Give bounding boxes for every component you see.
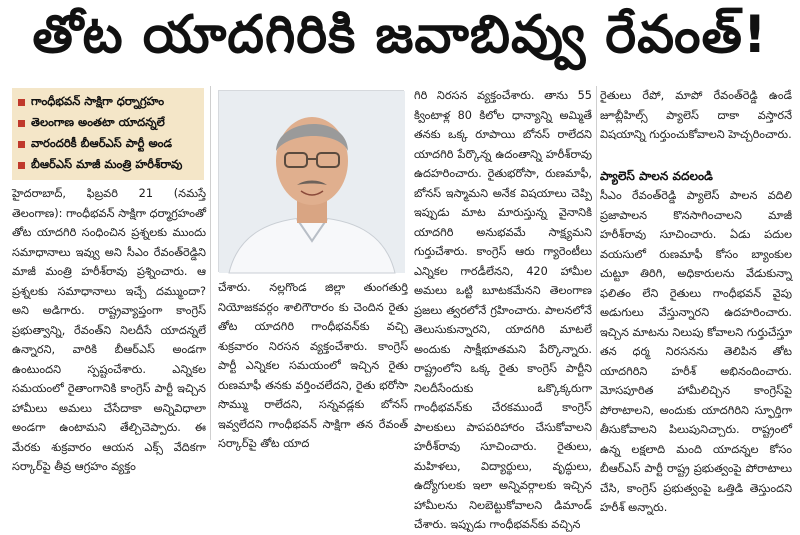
bullet-icon: [18, 162, 25, 169]
headline: తోట యాదగిరికి జవాబివ్వు రేవంత్!: [32, 4, 768, 65]
highlight-item: [18, 113, 198, 134]
article-column-4-continued: [600, 166, 792, 514]
highlight-text: గాంధీభవన్ సాక్షిగా ధర్నాగ్రహం: [31, 94, 165, 108]
article-text: గిరి నిరసన వ్యక్తంచేశారు. తాను 55 క్వింటాళ్ల 80 కిలోల ధాన్యాన్ని అమ్మితే తనకు ఒక్క రూపాయి బోనస్ రాలేదని యాదగిరి పేర్కొన్న ఉదంతాన్ని హరీశ్‌రావు ఉదహరించారు. రైతుభరోసా, రుణమాఫీ, బోనస్ ఇస్మామని అనేక విషయాలు చెప్పి ఇప్పుడు మాట మారుస్తున్న వైనానికి యాదగిరి అనుభవమే సాక్ష్యమని గుర్తుచేశారు. కాంగ్రెస్ ఆరు గ్యారెంటీలు ఎన్నికల గారడీలేనని, 420 హామీల అమలు ఒట్టి బూటకమేనని తెలంగాణ ప్రజలు త్వరలోనే గ్రహించారు. పాలనలోనే తెలుసుకున్నారని, యాదగిరి మాటలే అందుకు సాక్షీభూతమని పేర్కొన్నారు. రాష్ట్రంలోని ఒక్క రైతు కాంగ్రెస్ పార్టీని నిలదీసేందుకు ఒక్కొక్కరుగా గాంధీభవన్‌కు చేరకముందే కాంగ్రెస్ పాలకులు పాపపరిహారం చేసుకోవాలని హరీశ్‌రావు సూచించారు. రైతులు, మహిళలు, విద్యార్థులు, వృద్ధులు, ఉద్యోగులకు ఇలా అన్నివర్గాలకు ఇచ్చిన హామీలను నిలబెట్టుకోవాలని డిమాండ్ చేశారు. ఇప్పుడు గాంధీభవన్‌కు వచ్చిన: [414, 89, 592, 531]
article-text: చేశారు. నల్లగొండ జిల్లా తుంగతుర్తి నియోజకవర్గం శాలిగౌరారం కు చెందిన రైతు తోట యాదగిరి గాంధీభవన్‌కు వచ్చి శుక్రవారం నిరసన వ్యక్తంచేశారు. కాంగ్రెస్ పార్టీ ఎన్నికల సమయంలో ఇచ్చిన రైతు రుణమాఫీ తనకు వర్తించలేదని, రైతు భరోసా సొమ్ము రాలేదని, సన్నవడ్లకు బోనస్ ఇవ్వలేదని గాంధీభవన్ సాక్షిగా తన రేవంత్ సర్కార్‌పై తోట యాద: [218, 281, 408, 450]
article-column-2: [218, 278, 408, 450]
bullet-icon: [18, 99, 25, 106]
article-column-3: [414, 86, 592, 531]
person-illustration: [219, 91, 405, 273]
highlight-item: [18, 134, 198, 155]
bullet-icon: [18, 120, 25, 127]
portrait-photo: [218, 90, 404, 272]
highlight-text: వారందరికీ బీఆర్ఎస్ పార్టీ అండ: [31, 136, 172, 150]
highlight-text: బీఆర్ఎస్ మాజీ మంత్రి హరీశ్‌రావు: [31, 157, 183, 171]
highlight-text: తెలంగాణ అంతటా యాదన్నలే: [31, 115, 165, 129]
highlight-item: [18, 155, 198, 176]
article-column-4: [600, 86, 792, 162]
section-subheading: ప్యాలెస్ పాలన వదలండి: [600, 169, 713, 183]
article-text: సీఎం రేవంత్‌రెడ్డి ప్యాలెస్ పాలన వదిలి ప్రజాపాలన కొనసాగించాలని మాజీ హరీశ్‌రావు సూచించారు. ఏడు పదుల వయసులో రుణమాఫీ కోసం బ్యాంకుల చుట్టూ తిరిగి, అధికారులను వేడుకున్నా ఫలితం లేని రైతులు గాంధీభవన్ వైపు అడుగులు వేస్తున్నారని ఉదహరించారు. ఇచ్చిన మాటను నిలుపు కోవాలని గుర్తుచేస్తూ తన ధర్మ నిరసనను తెలిపిన తోట యాదగిరిని హరీశ్ అభినందించారు. మోసపూరిత హామీలిచ్చిన కాంగ్రెస్‌పై పోరాటాలని, అందుకు యాదగిరిని స్ఫూర్తిగా తీసుకోవాలని పిలుపునిచ్చారు. రాష్ట్రంలో ఉన్న లక్షలాది మంది యాదన్నల కోసం బీఆర్ఎస్ పార్టీ రాష్ట్ర ప్రభుత్వంపై పోరాటాలు చేసి, కాంగ్రెస్ ప్రభుత్వంపై ఒత్తిడి తెస్తుందని హరీశ్ అన్నారు.: [600, 189, 792, 514]
highlights-box: [12, 88, 204, 180]
article-column-1: [12, 184, 206, 473]
highlight-item: [18, 92, 198, 113]
article-text: రైతులు రేపో, మాపో రేవంత్‌రెడ్డి ఉండే జూబ్లీహిల్స్ ప్యాలెస్ దాకా వస్తారనే విషయాన్ని గుర్తుంచుకోవాలని హెచ్చరించారు.: [600, 89, 792, 141]
column-divider: [596, 86, 597, 440]
article-text: హైదరాబాద్, ఫిబ్రవరి 21 (నమస్తే తెలంగాణ): గాంధీభవన్ సాక్షిగా ధర్మాగ్రహంతో తోట యాదగిరి సంధించిన ప్రశ్నలకు ముందు సమాధానాలు ఇవ్వు అని సీఎం రేవంత్‌రెడ్డిని మాజీ మంత్రి హరీశ్‌రావు ప్రశ్నించారు. ఆ ప్రశ్నలకు సమాధానాలు ఇచ్చే దమ్ముందా? అని అడిగారు. రాష్ట్రవ్యాప్తంగా కాంగ్రెస్ ప్రభుత్వాన్ని, రేవంత్‌ని నిలదీసే యాదన్నలే ఉన్నారని, వారికి బీఆర్ఎస్ అండగా ఉంటుందని స్పష్టంచేశారు. ఎన్నికల సమయంలో రైతాంగానికి కాంగ్రెస్ పార్టీ ఇచ్చిన హామీలు అమలు చేసేదాకా అన్నివిధాలా అండగా ఉంటామని తేల్చిచెప్పారు. ఈ మేరకు శుక్రవారం ఆయన ఎక్స్ వేదికగా సర్కార్‌పై తీవ్ర ఆగ్రహం వ్యక్తం: [12, 187, 206, 473]
bullet-icon: [18, 141, 25, 148]
column-divider: [210, 86, 211, 440]
